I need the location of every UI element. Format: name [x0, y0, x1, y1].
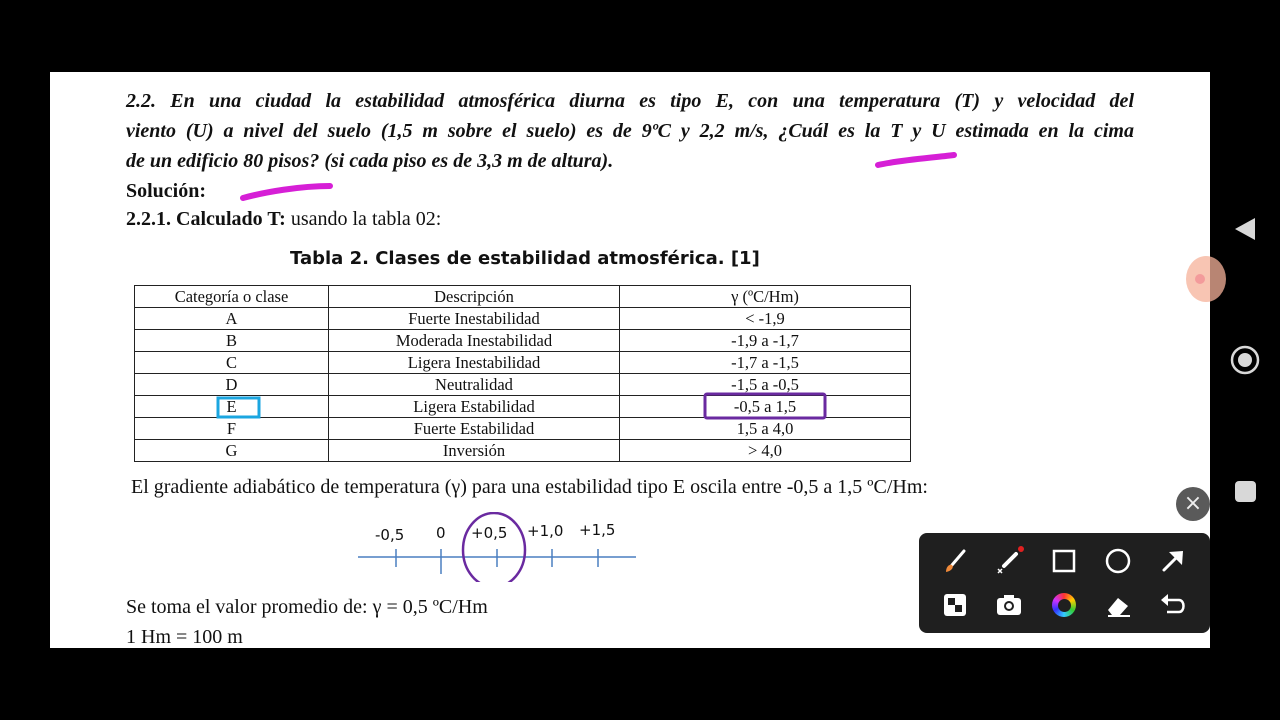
rectangle-icon[interactable] [1046, 543, 1082, 579]
undo-icon[interactable] [1155, 587, 1191, 623]
tick-label: +1,0 [527, 522, 564, 540]
table-header: Descripción [329, 286, 620, 308]
circle-icon[interactable] [1100, 543, 1136, 579]
table-cell: B [135, 330, 329, 352]
table-cell: 1,5 a 4,0 [620, 418, 911, 440]
drawing-toolbar [919, 533, 1210, 633]
number-line [350, 512, 650, 582]
table-cell: Moderada Inestabilidad [329, 330, 620, 352]
gradient-text: El gradiente adiabático de temperatura (γ) para una estabilidad tipo E oscila entre -0,5 a 1,5 ºC/Hm: [131, 476, 928, 498]
table-cell: Fuerte Estabilidad [329, 418, 620, 440]
tick-label: +0,5 [471, 524, 508, 542]
table-cell: Neutralidad [329, 374, 620, 396]
tick-label: -0,5 [375, 526, 405, 544]
table-cell: -1,9 a -1,7 [620, 330, 911, 352]
table-header: γ (ºC/Hm) [620, 286, 911, 308]
arrow-icon[interactable] [1155, 543, 1191, 579]
table-cell: D [135, 374, 329, 396]
problem-line-1: 2.2. En una ciudad la estabilidad atmosférica diurna es tipo E, con una temperatura (T) y velocidad del [126, 90, 1134, 112]
color-wheel-icon[interactable] [1046, 587, 1082, 623]
square-recent-icon[interactable] [1235, 481, 1256, 502]
problem-line-3: de un edificio 80 pisos? (si cada piso es de 3,3 m de altura). [126, 150, 614, 172]
record-dot-icon [1195, 274, 1205, 284]
average-text: Se toma el valor promedio de: γ = 0,5 ºC/Hm [126, 596, 488, 618]
table-row [135, 330, 911, 352]
stability-table [134, 285, 911, 462]
table-header-row [135, 286, 911, 308]
table-cell: F [135, 418, 329, 440]
table-row [135, 352, 911, 374]
mosaic-icon[interactable] [937, 587, 973, 623]
solution-label: Solución: [126, 180, 207, 202]
eraser-icon[interactable] [1100, 587, 1136, 623]
table-cell: C [135, 352, 329, 374]
problem-line-2: viento (U) a nivel del suelo (1,5 m sobre el suelo) es de 9ºC y 2,2 m/s, ¿Cuál es la T y U estimada en la cima [126, 120, 1134, 142]
unit-conversion-text: 1 Hm = 100 m [126, 626, 243, 648]
table-cell: -1,7 a -1,5 [620, 352, 911, 374]
table-row [135, 418, 911, 440]
table-cell: G [135, 440, 329, 462]
step-text: usando la tabla 02: [285, 208, 442, 230]
table-row [135, 374, 911, 396]
triangle-left-icon[interactable] [1233, 216, 1257, 242]
table-cell: -0,5 a 1,5 [620, 396, 911, 418]
table-cell: Fuerte Inestabilidad [329, 308, 620, 330]
tick-label: +1,5 [579, 521, 616, 539]
table-cell: Ligera Estabilidad [329, 396, 620, 418]
table-title: Tabla 2. Clases de estabilidad atmosférica. [1] [290, 248, 760, 269]
table-cell: < -1,9 [620, 308, 911, 330]
brush-icon[interactable] [937, 543, 973, 579]
step-heading: 2.2.1. Calculado T: [126, 208, 286, 230]
table-row [135, 308, 911, 330]
table-cell: Ligera Inestabilidad [329, 352, 620, 374]
close-icon[interactable]: × [1176, 487, 1210, 521]
table-row [135, 440, 911, 462]
tick-label: 0 [436, 524, 446, 542]
camera-icon[interactable] [991, 587, 1027, 623]
table-cell: Inversión [329, 440, 620, 462]
table-row [135, 396, 911, 418]
table-header: Categoría o clase [135, 286, 329, 308]
circle-home-icon[interactable] [1230, 345, 1260, 375]
table-cell: A [135, 308, 329, 330]
table-cell: E [135, 396, 329, 418]
floating-bubble[interactable] [1186, 256, 1226, 302]
step-heading-line [126, 204, 1134, 234]
table-cell: -1,5 a -0,5 [620, 374, 911, 396]
magic-eraser-icon[interactable] [991, 543, 1027, 579]
problem-statement [126, 86, 1134, 176]
table-cell: > 4,0 [620, 440, 911, 462]
